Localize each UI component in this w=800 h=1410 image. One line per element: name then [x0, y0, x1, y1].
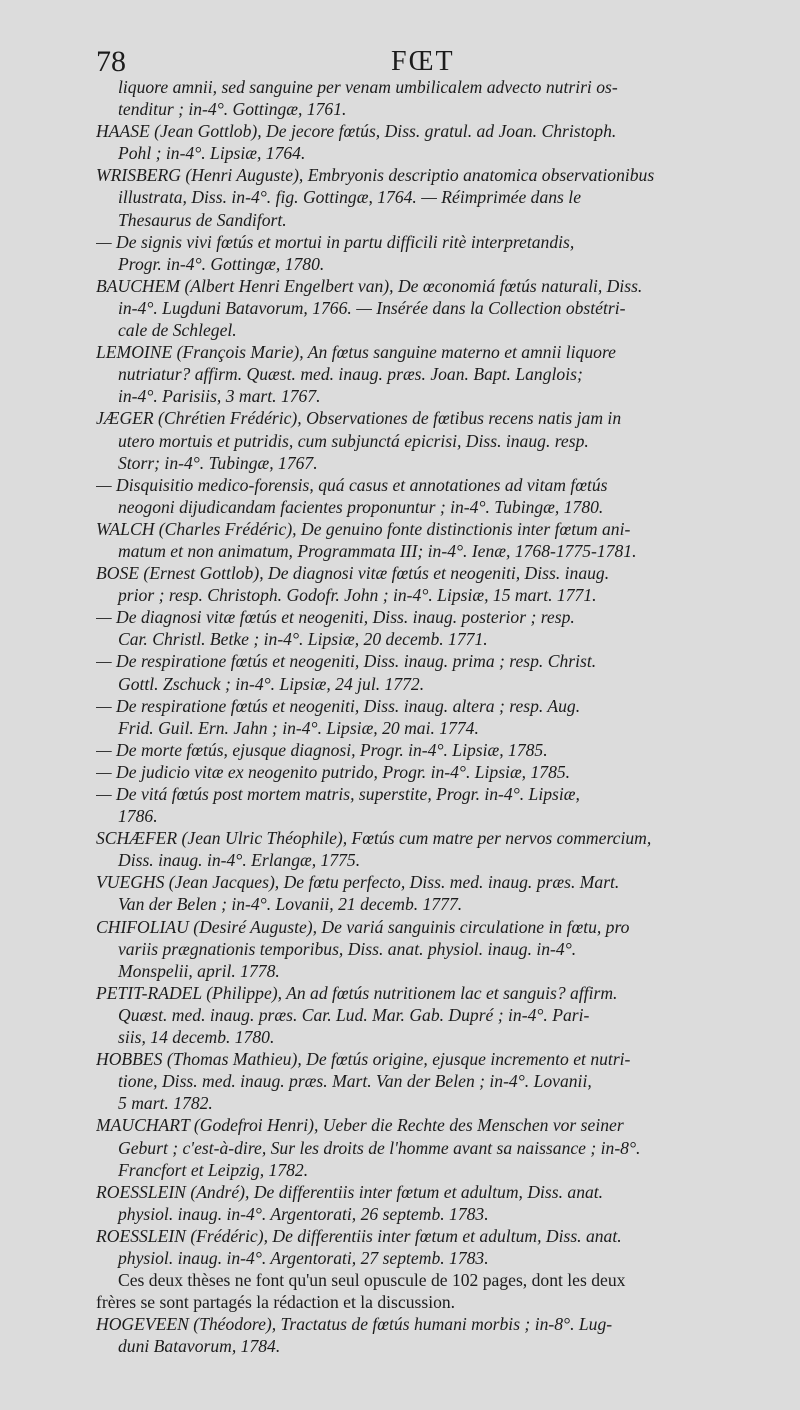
- text-line: MAUCHART (Godefroi Henri), Ueber die Rechte des Menschen vor seiner: [96, 1115, 624, 1136]
- text-line: Storr; in-4°. Tubingæ, 1767.: [118, 452, 318, 473]
- text-line: Frid. Guil. Ern. Jahn ; in-4°. Lipsiæ, 20 mai. 1774.: [118, 717, 479, 738]
- text-line: — De diagnosi vitæ fœtús et neogeniti, Diss. inaug. posterior ; resp.: [96, 607, 575, 628]
- text-line: BOSE (Ernest Gottlob), De diagnosi vitæ fœtús et neogeniti, Diss. inaug.: [96, 563, 610, 584]
- page-header: [96, 44, 776, 80]
- text-line: Monspelii, april. 1778.: [118, 960, 280, 981]
- text-line: Van der Belen ; in-4°. Lovanii, 21 decemb. 1777.: [118, 894, 463, 915]
- text-line: Diss. inaug. in-4°. Erlangæ, 1775.: [118, 850, 361, 871]
- text-line: frères se sont partagés la rédaction et la discussion.: [96, 1292, 456, 1313]
- text-line: HAASE (Jean Gottlob), De jecore fœtús, Diss. gratul. ad Joan. Christoph.: [96, 121, 617, 142]
- text-line: LEMOINE (François Marie), An fœtus sanguine materno et amnii liquore: [96, 342, 616, 363]
- text-line: — De respiratione fœtús et neogeniti, Diss. inaug. altera ; resp. Aug.: [96, 695, 581, 716]
- text-line: utero mortuis et putridis, cum subjunctá epicrisi, Diss. inaug. resp.: [118, 430, 589, 451]
- text-line: — Disquisitio medico-forensis, quá casus et annotationes ad vitam fœtús: [96, 474, 608, 495]
- text-line: Progr. in-4°. Gottingæ, 1780.: [118, 253, 325, 274]
- text-line: prior ; resp. Christoph. Godofr. John ; in-4°. Lipsiæ, 15 mart. 1771.: [118, 585, 597, 606]
- text-line: CHIFOLIAU (Desiré Auguste), De variá sanguinis circulatione in fœtu, pro: [96, 916, 630, 937]
- text-line: Quæst. med. inaug. præs. Car. Lud. Mar. Gab. Dupré ; in-4°. Pari-: [118, 1004, 590, 1025]
- text-line: PETIT-RADEL (Philippe), An ad fœtús nutritionem lac et sanguis? affirm.: [96, 982, 618, 1003]
- text-line: liquore amnii, sed sanguine per venam umbilicalem advecto nutriri os-: [118, 77, 618, 97]
- text-line: in-4°. Lugduni Batavorum, 1766. — Insérée dans la Collection obstétri-: [118, 297, 626, 318]
- text-line: neogoni dijudicandam facientes proponuntur ; in-4°. Tubingæ, 1780.: [118, 496, 604, 517]
- text-line: — De morte fœtús, ejusque diagnosi, Progr. in-4°. Lipsiæ, 1785.: [96, 739, 548, 760]
- text-line: HOGEVEEN (Théodore), Tractatus de fœtús humani morbis ; in-8°. Lug-: [96, 1314, 613, 1335]
- text-line: physiol. inaug. in-4°. Argentorati, 26 septemb. 1783.: [118, 1203, 489, 1224]
- text-line: Gottl. Zschuck ; in-4°. Lipsiæ, 24 jul. 1772.: [118, 673, 425, 694]
- text-line: JÆGER (Chrétien Frédéric), Observationes de fœtibus recens natis jam in: [96, 408, 622, 429]
- text-line: physiol. inaug. in-4°. Argentorati, 27 septemb. 1783.: [118, 1247, 489, 1268]
- text-line: BAUCHEM (Albert Henri Engelbert van), De œconomiá fœtús naturali, Diss.: [96, 275, 643, 296]
- text-line: HOBBES (Thomas Mathieu), De fœtús origine, ejusque incremento et nutri-: [96, 1049, 631, 1070]
- text-line: siis, 14 decemb. 1780.: [118, 1027, 275, 1048]
- text-line: ROESSLEIN (André), De differentiis inter fœtum et adultum, Diss. anat.: [96, 1181, 604, 1202]
- text-line: Francfort et Leipzig, 1782.: [118, 1159, 309, 1180]
- text-line: WRISBERG (Henri Auguste), Embryonis descriptio anatomica observationibus: [96, 165, 655, 186]
- text-line: 5 mart. 1782.: [118, 1093, 213, 1114]
- text-line: ROESSLEIN (Frédéric), De differentiis inter fœtum et adultum, Diss. anat.: [96, 1225, 622, 1246]
- text-line: — De vitá fœtús post mortem matris, superstite, Progr. in-4°. Lipsiæ,: [96, 784, 580, 804]
- text-line: — De judicio vitæ ex neogenito putrido, Progr. in-4°. Lipsiæ, 1785.: [96, 761, 571, 782]
- text-line: matum et non animatum, Programmata III; in-4°. Ienæ, 1768-1775-1781.: [118, 540, 637, 561]
- text-line: nutriatur? affirm. Quæst. med. inaug. præs. Joan. Bapt. Langlois;: [118, 364, 583, 385]
- text-line: Geburt ; c'est-à-dire, Sur les droits de l'homme avant sa naissance ; in-8°.: [118, 1137, 641, 1158]
- text-line: in-4°. Parisiis, 3 mart. 1767.: [118, 386, 321, 407]
- text-line: duni Batavorum, 1784.: [118, 1336, 281, 1357]
- text-line: 1786.: [118, 806, 158, 827]
- text-line: SCHÆFER (Jean Ulric Théophile), Fœtús cum matre per nervos commercium,: [96, 828, 652, 849]
- text-line: variis prægnationis temporibus, Diss. anat. physiol. inaug. in-4°.: [118, 938, 577, 959]
- text-line: tione, Diss. med. inaug. præs. Mart. Van der Belen ; in-4°. Lovanii,: [118, 1071, 592, 1092]
- text-line: — De respiratione fœtús et neogeniti, Diss. inaug. prima ; resp. Christ.: [96, 651, 597, 672]
- running-title: FŒT: [391, 46, 455, 77]
- text-line: VUEGHS (Jean Jacques), De fœtu perfecto, Diss. med. inaug. præs. Mart.: [96, 872, 620, 893]
- text-line: Ces deux thèses ne font qu'un seul opuscule de 102 pages, dont les deux: [118, 1270, 626, 1291]
- text-line: WALCH (Charles Frédéric), De genuino fonte distinctionis inter fœtum ani-: [96, 518, 631, 539]
- text-line: Car. Christl. Betke ; in-4°. Lipsiæ, 20 decemb. 1771.: [118, 629, 488, 650]
- text-line: Pohl ; in-4°. Lipsiæ, 1764.: [118, 143, 306, 164]
- bibliography-body: [96, 76, 768, 1357]
- page-number: 78: [96, 45, 126, 78]
- text-line: illustrata, Diss. in-4°. fig. Gottingæ, 1764. — Réimprimée dans le: [118, 187, 582, 208]
- text-line: tenditur ; in-4°. Gottingæ, 1761.: [118, 99, 347, 120]
- text-line: — De signis vivi fœtús et mortui in partu difficili ritè interpretandis,: [96, 231, 575, 252]
- text-line: Thesaurus de Sandifort.: [118, 209, 287, 230]
- text-line: cale de Schlegel.: [118, 320, 237, 341]
